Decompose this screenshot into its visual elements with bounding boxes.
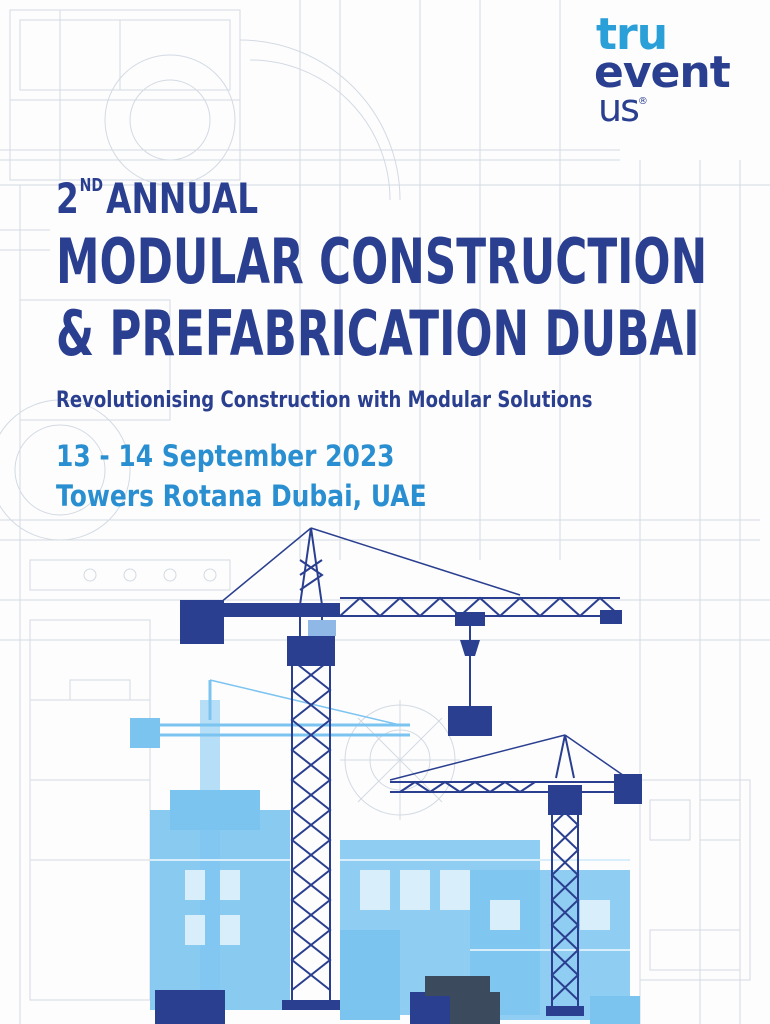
tagline: Revolutionising Construction with Modular Solutions bbox=[56, 388, 593, 413]
event-headline bbox=[56, 174, 770, 370]
logo-tru: tru bbox=[596, 9, 668, 60]
truevent-logo bbox=[594, 9, 744, 130]
event-dates: 13 - 14 September 2023 bbox=[56, 439, 395, 473]
title-line-2: & PREFABRICATION DUBAI bbox=[56, 297, 700, 370]
logo-us: us® bbox=[598, 85, 646, 130]
edition-word: ANNUAL bbox=[106, 174, 259, 223]
event-venue: Towers Rotana Dubai, UAE bbox=[56, 479, 427, 513]
event-details bbox=[56, 436, 427, 516]
edition-suffix: ND bbox=[79, 175, 103, 196]
title-line-1: MODULAR CONSTRUCTION bbox=[56, 225, 708, 298]
logo-event: event bbox=[594, 46, 730, 98]
construction-illustration bbox=[0, 520, 770, 1024]
edition-number: 2 bbox=[56, 174, 79, 223]
edition-label bbox=[56, 175, 770, 223]
